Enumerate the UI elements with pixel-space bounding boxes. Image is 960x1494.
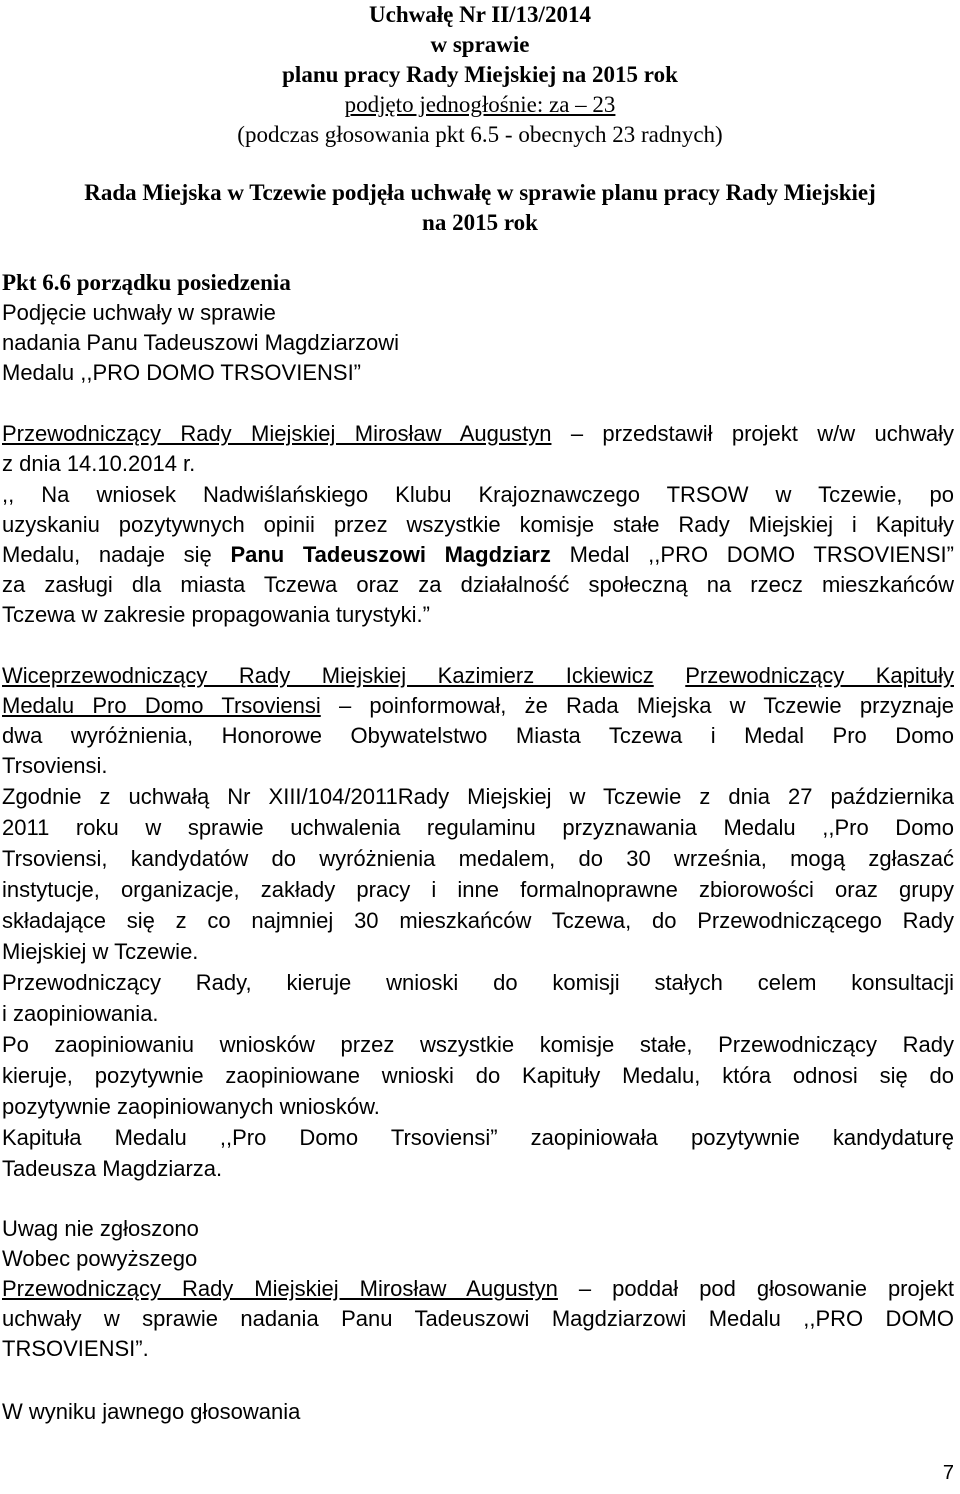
paragraph-line: kieruje, pozytywnie zaopiniowane wnioski do Kapituły Medalu, która odnosi się do xyxy=(2,1063,954,1088)
adoption-statement: Rada Miejska w Tczewie podjęła uchwałę w sprawie planu pracy Rady Miejskiej xyxy=(84,180,876,205)
agenda-item: Pkt 6.6 porządku posiedzenia xyxy=(2,270,291,295)
item-title: Medalu ,,PRO DOMO TRSOVIENSI” xyxy=(2,360,362,385)
text-span: Medal ,,PRO DOMO TRSOVIENSI” xyxy=(550,542,954,567)
resolution-number: Uchwałę Nr II/13/2014 xyxy=(369,2,591,27)
paragraph-line: Zgodnie z uchwałą Nr XIII/104/2011Rady Miejskiej w Tczewie z dnia 27 października xyxy=(2,784,954,809)
paragraph-line: Tczewa w zakresie propagowania turystyki.” xyxy=(2,602,430,627)
paragraph-line: uchwały w sprawie nadania Panu Tadeuszowi Magdziarzowi Medalu ,,PRO DOMO xyxy=(2,1306,954,1331)
vote-note: (podczas głosowania pkt 6.5 - obecnych 23 radnych) xyxy=(237,122,723,147)
text-span: – przedstawił projekt w/w uchwały xyxy=(551,421,954,446)
paragraph-line: z dnia 14.10.2014 r. xyxy=(2,451,196,476)
text-span xyxy=(654,663,686,688)
text-span: Medalu, nadaje się xyxy=(2,542,231,567)
paragraph-line xyxy=(2,661,954,691)
text-span: – poddał pod głosowanie projekt xyxy=(557,1276,954,1301)
vote-result: podjęto jednogłośnie: za – 23 xyxy=(344,92,616,117)
paragraph-line: TRSOVIENSI”. xyxy=(2,1336,149,1361)
chapter-chairman: Przewodniczący Kapituły xyxy=(685,663,954,688)
paragraph-line: pozytywnie zaopiniowanych wniosków. xyxy=(2,1094,380,1119)
paragraph-line: uzyskaniu pozytywnych opinii przez wszystkie komisje stałe Rady Miejskiej i Kapituły xyxy=(2,512,954,537)
medal-chapter: Medalu Pro Domo Trsoviensi xyxy=(2,693,321,718)
paragraph-line: instytucje, organizacje, zakłady pracy i inne formalnoprawne zbiorowości oraz grupy xyxy=(2,877,954,902)
header-line: w sprawie xyxy=(430,32,530,57)
paragraph-line xyxy=(2,419,954,449)
vote-result-line xyxy=(0,90,960,120)
chairman-name: Przewodniczący Rady Miejskiej Mirosław Augustyn xyxy=(2,421,552,446)
paragraph-line: i zaopiniowania. xyxy=(2,1001,159,1026)
paragraph-line: ,, Na wniosek Nadwiślańskiego Klubu Krajoznawczego TRSOW w Tczewie, po xyxy=(2,482,954,507)
paragraph-line: Przewodniczący Rady, kieruje wnioski do komisji stałych celem konsultacji xyxy=(2,970,954,995)
paragraph-line: Kapituła Medalu ,,Pro Domo Trsoviensi” zaopiniowała pozytywnie kandydaturę xyxy=(2,1125,954,1150)
paragraph-line: 2011 roku w sprawie uchwalenia regulaminu przyznawania Medalu ,,Pro Domo xyxy=(2,815,954,840)
page-number: 7 xyxy=(942,1462,954,1484)
paragraph-line: dwa wyróżnienia, Honorowe Obywatelstwo Miasta Tczewa i Medal Pro Domo xyxy=(2,723,954,748)
paragraph-line: W wyniku jawnego głosowania xyxy=(2,1399,301,1424)
paragraph-line: Tadeusza Magdziarza. xyxy=(2,1156,223,1181)
paragraph-line xyxy=(2,691,954,721)
paragraph-line: Trsoviensi, kandydatów do wyróżnienia medalem, do 30 września, mogą zgłaszać xyxy=(2,846,954,871)
vice-chairman-name: Wiceprzewodniczący Rady Miejskiej Kazimierz Ickiewicz xyxy=(2,663,654,688)
paragraph-line: składające się z co najmniej 30 mieszkańców Tczewa, do Przewodniczącego Rady xyxy=(2,908,954,933)
laureate-name: Panu Tadeuszowi Magdziarz xyxy=(230,542,551,567)
paragraph-line xyxy=(2,540,954,570)
paragraph-line: Uwag nie zgłoszono xyxy=(2,1216,199,1241)
paragraph-line: Po zaopiniowaniu wniosków przez wszystkie komisje stałe, Przewodniczący Rady xyxy=(2,1032,954,1057)
resolution-title: planu pracy Rady Miejskiej na 2015 rok xyxy=(282,62,678,87)
paragraph-line xyxy=(2,1274,954,1304)
paragraph-line: Miejskiej w Tczewie. xyxy=(2,939,199,964)
paragraph-line: Trsoviensi. xyxy=(2,753,108,778)
adoption-statement-end: na 2015 rok xyxy=(422,210,538,235)
chairman-name: Przewodniczący Rady Miejskiej Mirosław Augustyn xyxy=(2,1276,558,1301)
paragraph-line: Wobec powyższego xyxy=(2,1246,198,1271)
item-title: nadania Panu Tadeuszowi Magdziarzowi xyxy=(2,330,400,355)
text-span: – poinformował, że Rada Miejska w Tczewie przyznaje xyxy=(320,693,954,718)
item-title: Podjęcie uchwały w sprawie xyxy=(2,300,276,325)
paragraph-line: za zasługi dla miasta Tczewa oraz za działalność społeczną na rzecz mieszkańców xyxy=(2,572,954,597)
